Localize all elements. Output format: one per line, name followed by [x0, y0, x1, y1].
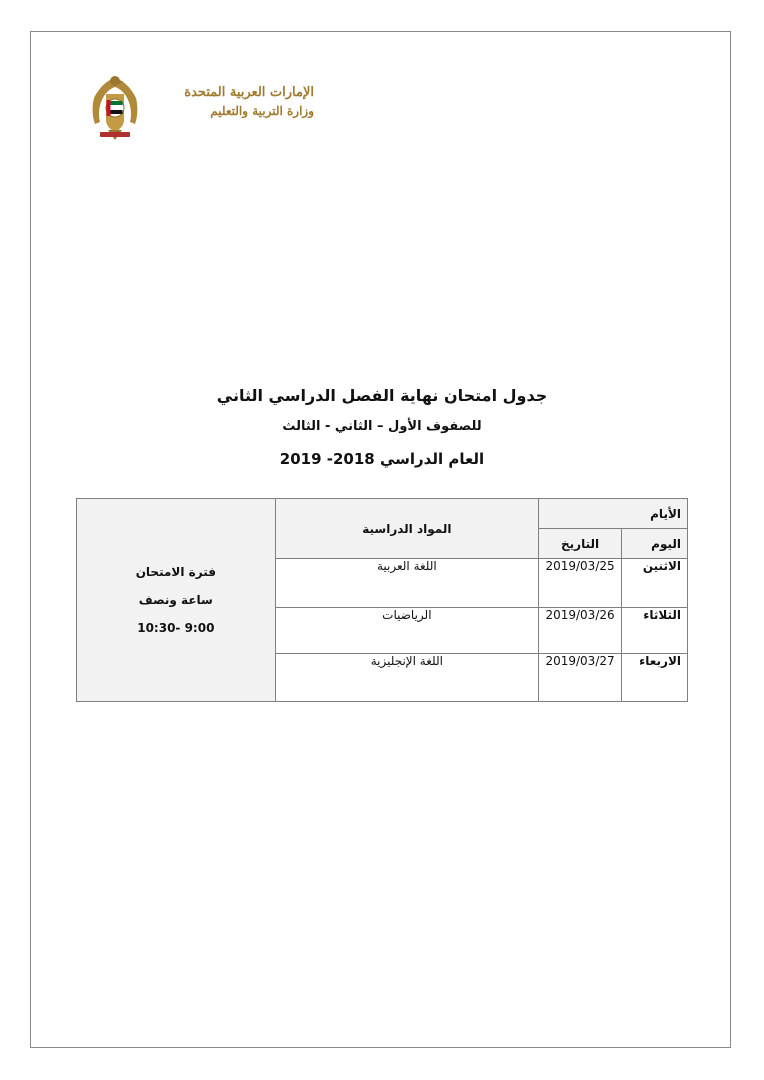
date-cell: 2019/03/25 — [539, 559, 622, 608]
header-days: الأيام — [539, 499, 688, 529]
exam-schedule-table — [76, 498, 688, 702]
page-title: جدول امتحان نهاية الفصل الدراسي الثاني — [216, 386, 548, 405]
uae-emblem-icon — [86, 72, 144, 142]
subject-cell: اللغة العربية — [275, 559, 538, 608]
exam-period-cell — [77, 499, 276, 702]
header-date: التاريخ — [539, 529, 622, 559]
date-cell: 2019/03/27 — [539, 654, 622, 702]
ministry-text — [148, 84, 314, 120]
subject-cell: الرياضيات — [275, 608, 538, 654]
academic-year: العام الدراسي 2018- 2019 — [279, 450, 485, 468]
ministry-name-line1: الإمارات العربية المتحدة — [184, 85, 314, 100]
day-cell: الاربعاء — [622, 654, 688, 702]
day-cell: الثلاثاء — [622, 608, 688, 654]
ministry-logo — [86, 72, 318, 144]
subject-cell: اللغة الإنجليزية — [275, 654, 538, 702]
header-day: اليوم — [622, 529, 688, 559]
exam-duration: ساعة ونصف — [138, 593, 213, 607]
exam-time: 10:30- 9:00 — [137, 621, 215, 635]
exam-period-label: فترة الامتحان — [135, 565, 216, 579]
grades-subtitle: للصفوف الأول – الثاني - الثالث — [282, 419, 482, 434]
date-cell: 2019/03/26 — [539, 608, 622, 654]
ministry-name-line2: وزارة التربية والتعليم — [210, 104, 314, 118]
header-subjects: المواد الدراسية — [275, 499, 538, 559]
day-cell: الاثنين — [622, 559, 688, 608]
